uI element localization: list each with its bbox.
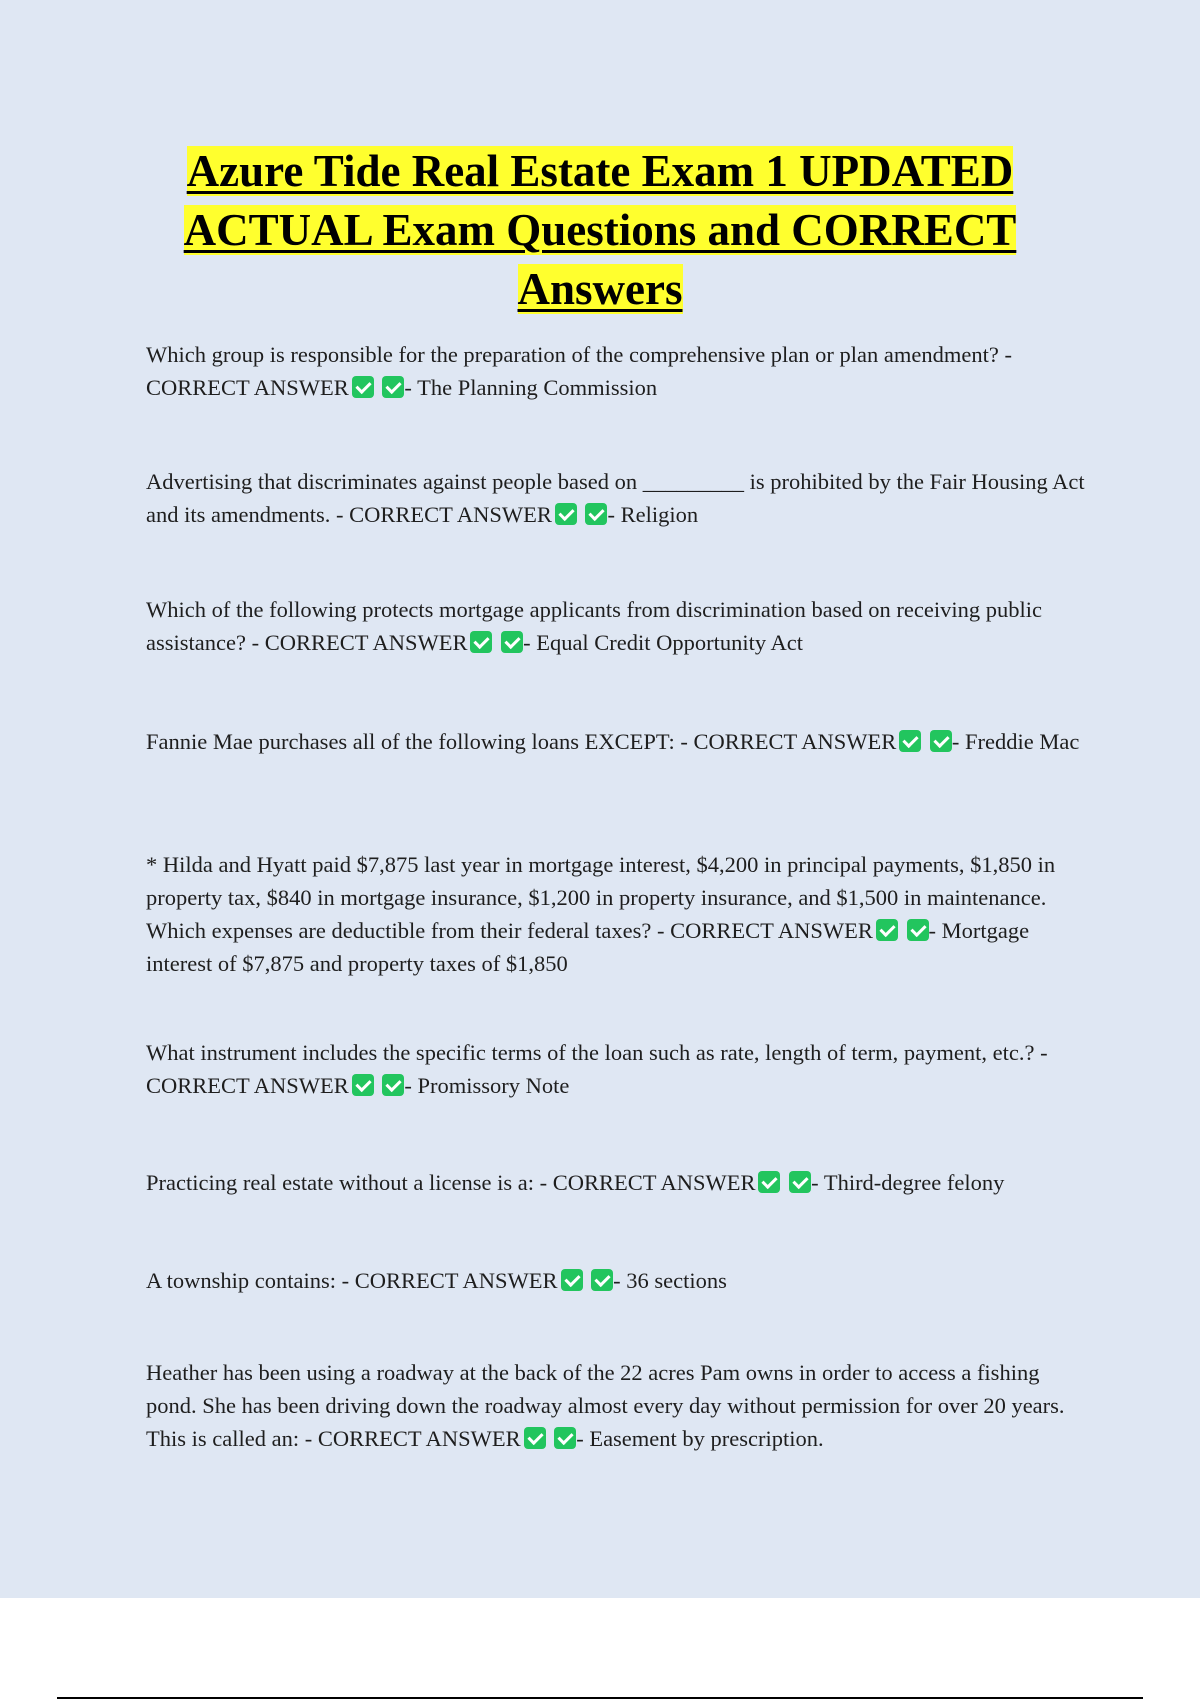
check-box-icon [382, 376, 404, 398]
qa-item-5 [146, 848, 1086, 980]
answer-text: - Freddie Mac [951, 729, 1080, 754]
answer-text: - Third-degree felony [811, 1170, 1005, 1195]
question-text: What instrument includes the specific terms of the loan such as rate, length of term, payment, etc.? - [146, 1040, 1048, 1065]
question-text: * Hilda and Hyatt paid $7,875 last year in mortgage interest, $4,200 in principal payments, $1,850 in property tax, $840 in mortgage insurance, $1,200 in property insurance, and $1,500 in maintenance. Which expenses are deductible from their federal taxes? - [146, 852, 1056, 943]
check-box-icon [524, 1427, 546, 1449]
answer-marker: CORRECT ANSWER [317, 1426, 521, 1451]
check-box-icon [554, 1427, 576, 1449]
answer-text: - The Planning Commission [404, 375, 658, 400]
answer-marker: CORRECT ANSWER [354, 1268, 558, 1293]
question-text: Heather has been using a roadway at the back of the 22 acres Pam owns in order to access a fishing pond. She has been driving down the roadway almost every day without permission for over 20 years. This is called an: - [146, 1360, 1065, 1451]
answer-text: - Equal Credit Opportunity Act [523, 630, 804, 655]
check-box-icon [758, 1171, 780, 1193]
check-box-icon [899, 730, 921, 752]
check-box-icon [352, 1074, 374, 1096]
answer-marker: CORRECT ANSWER [670, 918, 873, 943]
answer-marker: CORRECT ANSWER [264, 630, 468, 655]
qa-item-6 [146, 1036, 1086, 1102]
answer-marker: CORRECT ANSWER [349, 502, 552, 527]
title-line-1: Azure Tide Real Estate Exam 1 UPDATED [186, 146, 1014, 196]
check-box-icon [585, 503, 607, 525]
question-text: Practicing real estate without a license is a: - [146, 1170, 548, 1195]
answer-text: - Easement by prescription. [576, 1426, 824, 1451]
qa-item-4 [146, 725, 1086, 758]
title-line-2: ACTUAL Exam Questions and CORRECT [183, 205, 1017, 255]
check-box-icon [501, 631, 523, 653]
question-text: A township contains: - [146, 1268, 350, 1293]
qa-item-9 [146, 1356, 1086, 1455]
qa-item-7 [146, 1166, 1086, 1199]
answer-marker: CORRECT ANSWER [693, 729, 897, 754]
check-box-icon [907, 919, 929, 941]
qa-item-2 [146, 465, 1086, 531]
check-box-icon [382, 1074, 404, 1096]
check-box-icon [789, 1171, 811, 1193]
question-text: Advertising that discriminates against people based on _________ is prohibited by the Fair Housing Act and its amendments. - [146, 469, 1085, 527]
check-box-icon [352, 376, 374, 398]
title-line-3: Answers [517, 264, 683, 314]
question-text: Which group is responsible for the preparation of the comprehensive plan or plan amendment? - [146, 342, 1012, 367]
answer-text: - Religion [607, 502, 699, 527]
question-text: Which of the following protects mortgage applicants from discrimination based on receiving public assistance? - [146, 597, 1043, 655]
qa-item-3 [146, 593, 1086, 659]
check-box-icon [470, 631, 492, 653]
answer-marker: CORRECT ANSWER [146, 1073, 349, 1098]
check-box-icon [561, 1269, 583, 1291]
qa-item-1 [146, 338, 1086, 404]
answer-marker: CORRECT ANSWER [146, 375, 349, 400]
qa-item-8 [146, 1264, 1086, 1297]
answer-text: - Promissory Note [404, 1073, 570, 1098]
footer-divider [57, 1697, 1143, 1699]
check-box-icon [555, 503, 577, 525]
answer-text: - 36 sections [613, 1268, 727, 1293]
answer-text: - Mortgage interest of $7,875 and property taxes of $1,850 [146, 918, 1030, 976]
check-box-icon [876, 919, 898, 941]
check-box-icon [591, 1269, 613, 1291]
check-box-icon [930, 730, 952, 752]
question-text: Fannie Mae purchases all of the following loans EXCEPT: - [146, 729, 688, 754]
document-title [130, 142, 1070, 319]
answer-marker: CORRECT ANSWER [552, 1170, 756, 1195]
